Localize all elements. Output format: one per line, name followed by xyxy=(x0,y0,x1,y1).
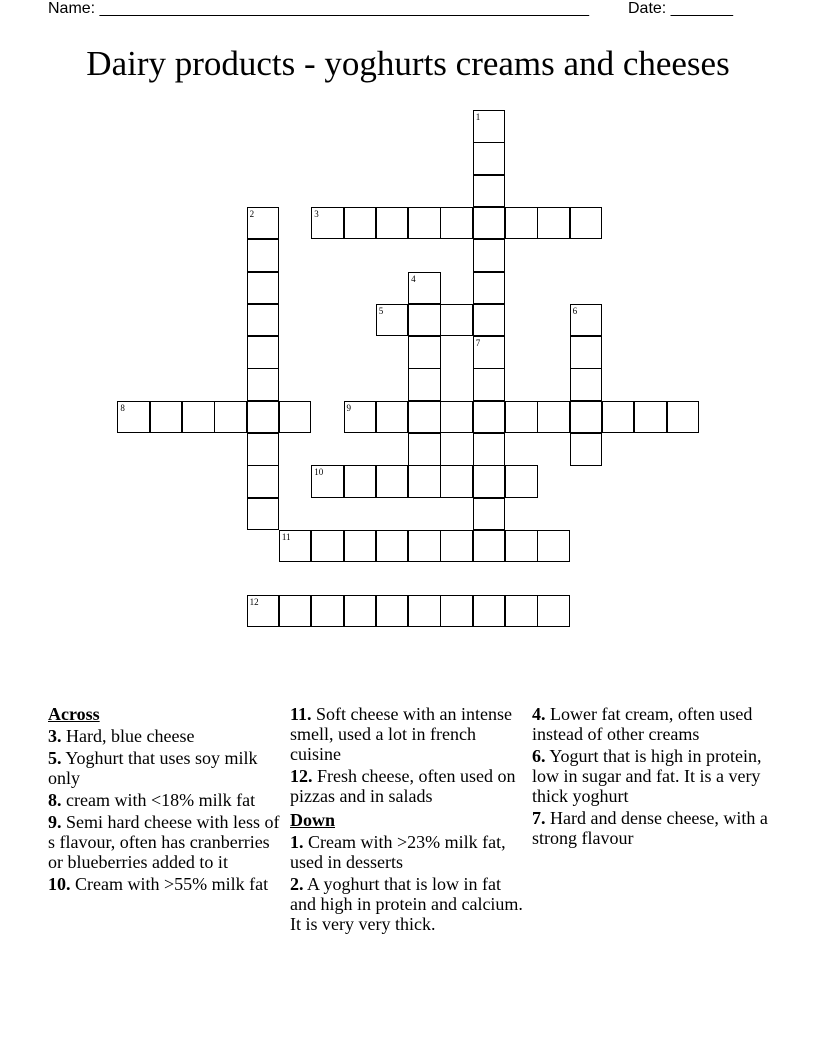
grid-cell[interactable] xyxy=(473,401,506,434)
grid-cell[interactable] xyxy=(344,207,377,240)
clue-number-9: 9 xyxy=(346,402,351,413)
grid-cell[interactable] xyxy=(473,304,506,337)
grid-cell[interactable] xyxy=(311,530,344,563)
grid-cell[interactable] xyxy=(376,401,409,434)
down-clue-4: 4. Lower fat cream, often used instead of other creams xyxy=(532,704,753,744)
clue-number-2: 2 xyxy=(249,208,255,219)
grid-cell[interactable] xyxy=(440,304,473,337)
grid-cell[interactable] xyxy=(376,530,409,563)
grid-cell[interactable] xyxy=(537,207,570,240)
clue-number-10: 10 xyxy=(314,467,324,478)
grid-cell[interactable] xyxy=(344,530,377,563)
grid-cell[interactable] xyxy=(667,401,700,434)
grid-cell[interactable] xyxy=(344,465,377,498)
grid-cell[interactable] xyxy=(440,595,473,628)
grid-cell[interactable] xyxy=(408,595,441,628)
grid-cell[interactable] xyxy=(247,368,280,401)
grid-cell[interactable] xyxy=(473,142,506,175)
grid-cell[interactable] xyxy=(440,401,473,434)
page-title: Dairy products - yoghurts creams and cheeses xyxy=(86,44,730,83)
grid-cell[interactable] xyxy=(247,272,280,305)
down-heading: Down xyxy=(290,810,336,830)
grid-cell[interactable] xyxy=(505,595,538,628)
grid-cell[interactable] xyxy=(570,401,603,434)
down-clue-7: 7. Hard and dense cheese, with a strong flavour xyxy=(532,808,768,848)
down-clue-1: 1. Cream with >23% milk fat, used in desserts xyxy=(290,832,506,872)
name-field[interactable]: Name: _______________________________________________________ xyxy=(48,0,589,17)
grid-cell[interactable] xyxy=(247,239,280,272)
clue-number-12: 12 xyxy=(249,596,259,607)
clue-number-3: 3 xyxy=(314,208,319,219)
down-clue-2: 2. A yoghurt that is low in fat and high in protein and calcium. It is very very thick. xyxy=(290,874,523,934)
clue-number-8: 8 xyxy=(120,402,125,413)
across-heading: Across xyxy=(48,704,100,724)
grid-cell[interactable] xyxy=(247,336,280,369)
grid-cell[interactable] xyxy=(440,530,473,563)
grid-cell[interactable] xyxy=(408,207,441,240)
grid-cell[interactable] xyxy=(505,530,538,563)
grid-cell[interactable] xyxy=(537,530,570,563)
across-clue-3: 3. Hard, blue cheese xyxy=(48,726,195,746)
grid-cell[interactable] xyxy=(214,401,247,434)
grid-cell[interactable] xyxy=(473,272,506,305)
clues-column-3 xyxy=(532,704,768,850)
across-clue-5: 5. Yoghurt that uses soy milk only xyxy=(48,748,258,788)
grid-cell[interactable] xyxy=(473,175,506,208)
clue-number-7: 7 xyxy=(475,338,481,349)
grid-cell[interactable] xyxy=(408,336,441,369)
clues-column-1 xyxy=(48,704,284,896)
clue-number-5: 5 xyxy=(378,305,384,316)
grid-cell[interactable] xyxy=(150,401,183,434)
grid-cell[interactable] xyxy=(408,401,441,434)
grid-cell[interactable] xyxy=(634,401,667,434)
grid-cell[interactable] xyxy=(247,433,280,466)
grid-cell[interactable] xyxy=(537,595,570,628)
grid-cell[interactable] xyxy=(570,336,603,369)
across-clue-9: 9. Semi hard cheese with less of s flavour, often has cranberries or blueberries added to it xyxy=(48,812,280,872)
grid-cell[interactable] xyxy=(408,433,441,466)
clues-column-2 xyxy=(290,704,526,936)
grid-cell[interactable] xyxy=(247,401,280,434)
grid-cell[interactable] xyxy=(473,207,506,240)
grid-cell[interactable] xyxy=(247,498,280,531)
grid-cell[interactable] xyxy=(279,595,312,628)
grid-cell[interactable] xyxy=(408,530,441,563)
grid-cell[interactable] xyxy=(408,368,441,401)
grid-cell[interactable] xyxy=(473,465,506,498)
grid-cell[interactable] xyxy=(344,595,377,628)
grid-cell[interactable] xyxy=(182,401,215,434)
grid-cell[interactable] xyxy=(570,368,603,401)
grid-cell[interactable] xyxy=(376,207,409,240)
across-clue-11: 11. Soft cheese with an intense smell, used a lot in french cuisine xyxy=(290,704,512,764)
grid-cell[interactable] xyxy=(376,465,409,498)
grid-cell[interactable] xyxy=(440,465,473,498)
grid-cell[interactable] xyxy=(473,433,506,466)
across-clue-8: 8. cream with <18% milk fat xyxy=(48,790,256,810)
clue-number-4: 4 xyxy=(411,273,416,284)
grid-cell[interactable] xyxy=(376,595,409,628)
across-clue-12: 12. Fresh cheese, often used on pizzas and in salads xyxy=(290,766,516,806)
grid-cell[interactable] xyxy=(473,498,506,531)
clue-number-1: 1 xyxy=(475,112,481,122)
grid-cell[interactable] xyxy=(247,465,280,498)
grid-cell[interactable] xyxy=(505,401,538,434)
grid-cell[interactable] xyxy=(440,207,473,240)
grid-cell[interactable] xyxy=(408,465,441,498)
grid-cell[interactable] xyxy=(570,433,603,466)
grid-cell[interactable] xyxy=(408,304,441,337)
grid-cell[interactable] xyxy=(473,368,506,401)
down-clue-6: 6. Yogurt that is high in protein, low in sugar and fat. It is a very thick yoghurt xyxy=(532,746,762,806)
grid-cell[interactable] xyxy=(570,207,603,240)
grid-cell[interactable] xyxy=(537,401,570,434)
clue-number-6: 6 xyxy=(572,305,578,316)
date-field[interactable]: Date: _______ xyxy=(628,0,733,17)
grid-cell[interactable] xyxy=(279,401,312,434)
grid-cell[interactable] xyxy=(247,304,280,337)
grid-cell[interactable] xyxy=(473,239,506,272)
grid-cell[interactable] xyxy=(505,465,538,498)
grid-cell[interactable] xyxy=(505,207,538,240)
grid-cell[interactable] xyxy=(473,530,506,563)
across-clue-10: 10. Cream with >55% milk fat xyxy=(48,874,269,894)
grid-cell[interactable] xyxy=(311,595,344,628)
grid-cell[interactable] xyxy=(602,401,635,434)
grid-cell[interactable] xyxy=(473,595,506,628)
clue-number-11: 11 xyxy=(281,531,291,542)
